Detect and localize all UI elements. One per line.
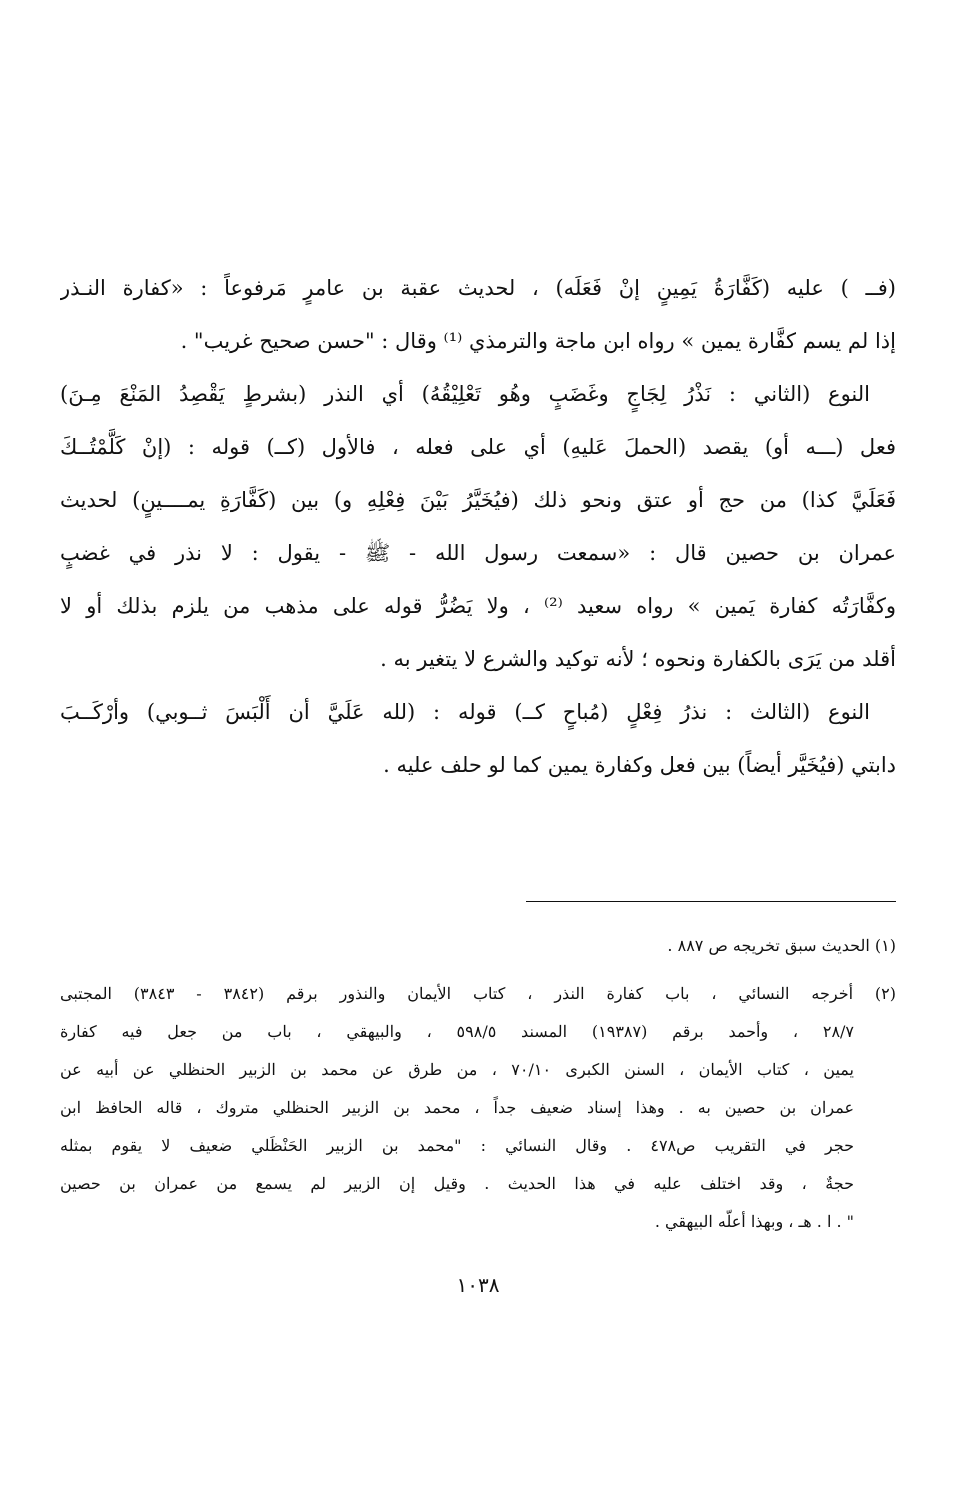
footnote-2-line: (٢) أخرجه النسائي ، باب كفارة النذر ، كتاب الأيمان والنذور برقم (٣٨٤٢ - ٣٨٤٣) المجتبى [60,984,896,1003]
main-text [60,262,896,792]
text-line: دابتي (فيُخَيَّر أيضاً) بين فعل وكفارة يمين كما لو حلف عليه . [383,753,896,777]
footnote-2-line: يمين ، كتاب الأيمان ، السنن الكبرى ٧٠/١٠ ، من طرق عن محمد بن الزبير الحنظلي عن أبيه عن [60,1060,854,1079]
text-line: عمران بن حصين قال : «سمعت رسول الله - ﷺ - يقول : لا نذر في غضبٍ [60,541,896,565]
footnote-2-line: حجةٌ ، وقد اختلف عليه في هذا الحديث . وقيل إن الزبير لم يسمع من عمران بن حصين [60,1174,854,1193]
text-line: فعل (ـــه أو) يقصد (الحملَ عَليهِ) أي على فعله ، فالأول (كــ) قوله : (إنْ كَلَّمْتُــكَ [60,435,896,459]
text-line: أقلد من يَرَى بالكفارة ونحوه ؛ لأنه توكيد والشرع لا يتغير به . [380,647,896,671]
text-line: (فــ ) عليه (كَفَّارَةُ يَمِينٍ إنْ فَعَلَه) ، لحديث عقبة بن عامرٍ مَرفوعاً : «كفارة النـذر [60,276,896,300]
footnote-2-line: " . ا . هـ ، وبهذا أعلّه البيهقي . [654,1212,854,1231]
footnote-2-line: حجر في التقريب ص٤٧٨ . وقال النسائي : "محمد بن الزبير الحَنْظَلي ضعيف لا يقوم بمثله [60,1136,854,1155]
footnote-separator [526,901,896,902]
footnote-2-line: عمران بن حصين به . وهذا إسناد ضعيف جداً ، محمد بن الزبير الحنظلي متروك ، قاله الحافظ ابن [60,1098,855,1117]
text-line: النوع (الثاني : نَذْرُ لِجَاجٍ وغَضَبٍ وهُو تَعْلِيْقُهُ) أي النذر (بشرطٍ يَقْصِدُ المَنْعَ مِـنَ) [60,382,870,406]
footnote-2-line: ٢٨/٧ ، وأحمد برقم (١٩٣٨٧) المسند ٥٩٨/٥ ، والبيهقي ، باب من جعل فيه كفارة [60,1022,855,1041]
footnote-1: (١) الحديث سبق تخريجه ص ٨٨٧ . [667,936,896,955]
page-number: ١٠٣٨ [456,1273,500,1297]
text-line: فَعَلَيَّ كذا) من حج أو عتق ونحو ذلك (فيُخَيَّرُ بَيْنَ فِعْلِهِ و) بين (كَفَّارَةِ يمــــينٍ) لحديث [60,488,896,512]
text-line: إذا لم يسم كفَّارة يمين » رواه ابن ماجة والترمذي ⁽¹⁾ وقال : "حسن صحيح غريب" . [180,329,896,353]
text-line: النوع (الثالث : نذرُ فِعْلٍ (مُباحٍ كــ) قوله : (لله عَلَيَّ أن أَلْبَسَ ثــوبي) وأرْكَــبَ [60,700,870,724]
text-line: وكفَّارَتُه كفارة يَمين » رواه سعيد ⁽²⁾ ، ولا يَضُرُّ قوله على مذهب من يلزم بذلك أو لا [60,594,896,618]
footnotes [60,927,896,1241]
footnote-gap [60,965,896,975]
